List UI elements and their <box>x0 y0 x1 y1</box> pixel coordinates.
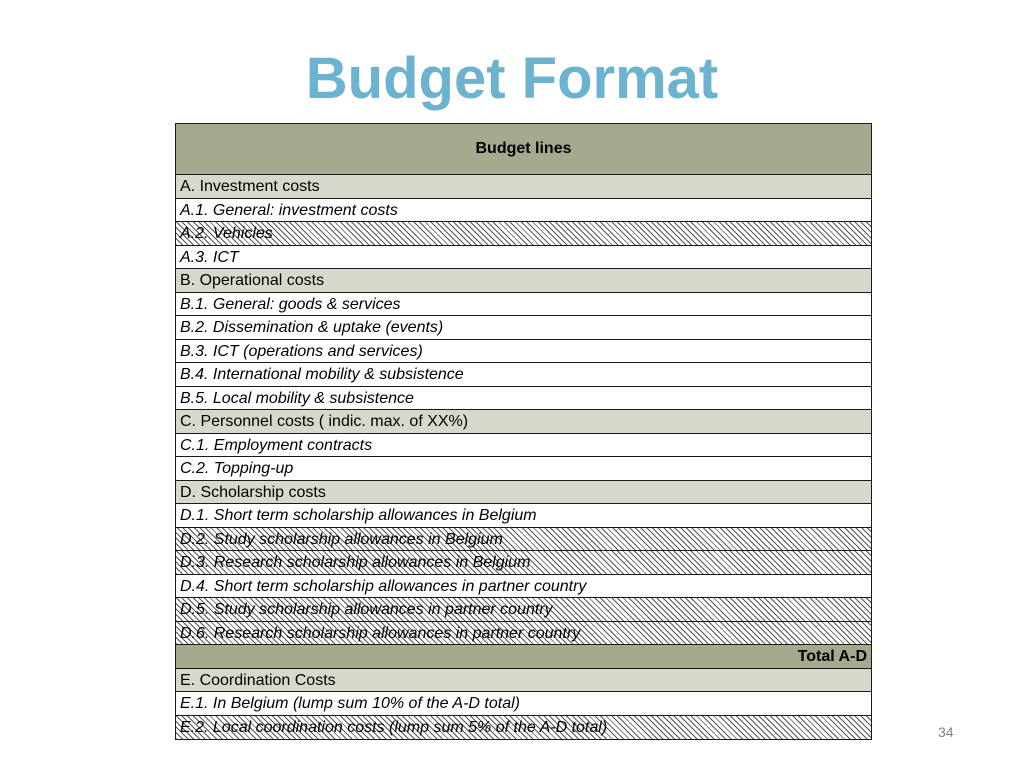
budget-line-row: B.5. Local mobility & subsistence <box>176 387 871 411</box>
section-row: E. Coordination Costs <box>176 669 871 693</box>
budget-line-row: D.1. Short term scholarship allowances in Belgium <box>176 504 871 528</box>
budget-line-row: A.1. General: investment costs <box>176 199 871 223</box>
budget-line-row-hatched: E.2. Local coordination costs (lump sum 5% of the A-D total) <box>176 716 871 740</box>
budget-line-row: B.2. Dissemination & uptake (events) <box>176 316 871 340</box>
budget-table <box>175 123 872 740</box>
slide-title: Budget Format <box>305 46 719 111</box>
budget-line-row-hatched: D.3. Research scholarship allowances in Belgium <box>176 551 871 575</box>
budget-line-row: B.4. International mobility & subsistence <box>176 363 871 387</box>
section-row: A. Investment costs <box>176 175 871 199</box>
budget-line-row: B.3. ICT (operations and services) <box>176 340 871 364</box>
table-header: Budget lines <box>176 124 871 175</box>
section-row: B. Operational costs <box>176 269 871 293</box>
budget-line-row: B.1. General: goods & services <box>176 293 871 317</box>
budget-line-row: C.1. Employment contracts <box>176 434 871 458</box>
budget-line-row-hatched: A.2. Vehicles <box>176 222 871 246</box>
budget-line-row-hatched: D.2. Study scholarship allowances in Belgium <box>176 528 871 552</box>
total-row: Total A-D <box>176 645 871 669</box>
budget-line-row-hatched: D.5. Study scholarship allowances in partner country <box>176 598 871 622</box>
budget-line-row: A.3. ICT <box>176 246 871 270</box>
budget-line-row-hatched: D.6. Research scholarship allowances in partner country <box>176 622 871 646</box>
table-body <box>176 175 871 739</box>
section-row: D. Scholarship costs <box>176 481 871 505</box>
budget-line-row: E.1. In Belgium (lump sum 10% of the A-D total) <box>176 692 871 716</box>
budget-line-row: D.4. Short term scholarship allowances in partner country <box>176 575 871 599</box>
budget-line-row: C.2. Topping-up <box>176 457 871 481</box>
page-number: 34 <box>938 724 954 740</box>
section-row: C. Personnel costs ( indic. max. of XX%) <box>176 410 871 434</box>
